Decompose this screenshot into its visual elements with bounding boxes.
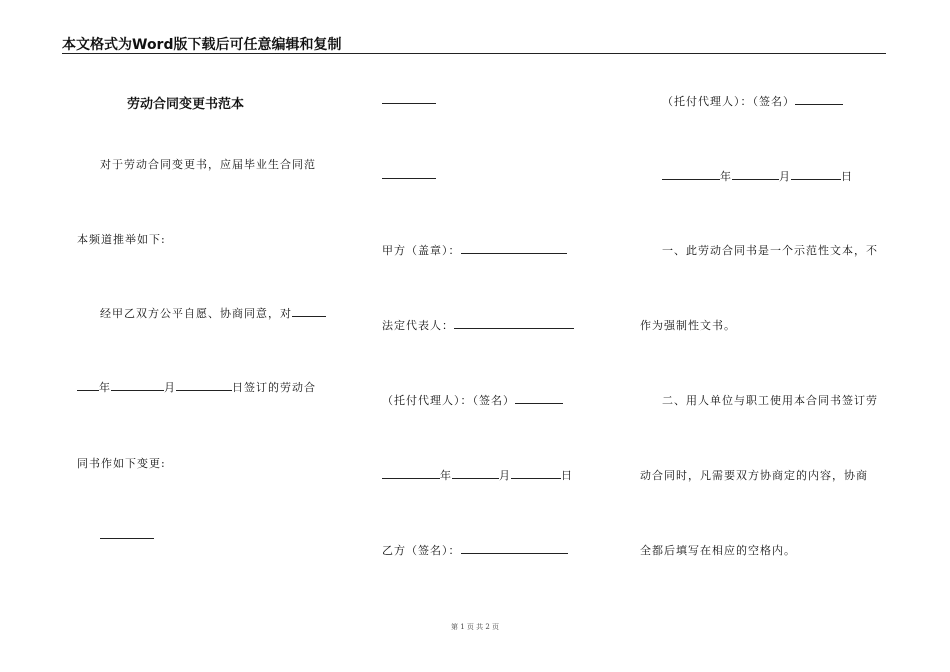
day-blank bbox=[176, 380, 232, 391]
year-label: 年 bbox=[99, 381, 111, 394]
day-blank-b bbox=[791, 169, 841, 180]
party-a-blank bbox=[461, 243, 567, 254]
note-2-line-2: 动合同时，凡需要双方协商定的内容，协商 bbox=[640, 469, 868, 482]
signed-suffix: 日签订的劳动合 bbox=[232, 381, 316, 394]
legal-rep-blank bbox=[454, 318, 574, 329]
col2-blank-1 bbox=[382, 93, 436, 104]
contract-party-blank bbox=[292, 306, 326, 317]
document-title: 劳动合同变更书范本 bbox=[127, 97, 245, 112]
day-label-a: 日 bbox=[561, 469, 573, 482]
change-paragraph-line-1 bbox=[100, 305, 326, 321]
agent-blank-b bbox=[795, 94, 843, 105]
intro-line-1: 对于劳动合同变更书，应届毕业生合同范 bbox=[100, 158, 316, 171]
month-label-b: 月 bbox=[779, 170, 791, 183]
change-content-blank bbox=[100, 528, 154, 539]
sign-date-line bbox=[77, 379, 316, 395]
agent-label-b: （托付代理人）：（签名） bbox=[662, 95, 795, 108]
agent-line-b bbox=[662, 93, 843, 109]
party-a-label: 甲方（盖章）： bbox=[382, 244, 461, 257]
day-blank-a bbox=[511, 468, 561, 479]
change-paragraph-prefix: 经甲乙双方公平自愿、协商同意，对 bbox=[100, 307, 292, 320]
header-divider bbox=[62, 53, 886, 54]
year-label-a: 年 bbox=[440, 469, 452, 482]
page-indicator: 第 1 页 共 2 页 bbox=[450, 623, 500, 631]
year-blank bbox=[77, 380, 99, 391]
party-a-line bbox=[382, 242, 567, 258]
month-label: 月 bbox=[164, 381, 176, 394]
month-blank bbox=[111, 380, 164, 391]
change-paragraph-line-3: 同书作如下变更: bbox=[77, 457, 166, 470]
day-label-b: 日 bbox=[841, 170, 853, 183]
month-label-a: 月 bbox=[499, 469, 511, 482]
month-blank-a bbox=[452, 468, 499, 479]
col2-blank-2 bbox=[382, 168, 436, 179]
party-b-label: 乙方（签名）： bbox=[382, 544, 461, 557]
year-label-b: 年 bbox=[720, 170, 732, 183]
date-line-a bbox=[382, 467, 573, 483]
agent-line-a bbox=[382, 392, 563, 408]
note-2-line-3: 全都后填写在相应的空格内。 bbox=[640, 544, 796, 557]
month-blank-b bbox=[732, 169, 779, 180]
agent-blank-a bbox=[515, 393, 563, 404]
note-1-line-2: 作为强制性文书。 bbox=[640, 319, 736, 332]
page-header: 本文格式为Word版下载后可任意编辑和复制 bbox=[62, 37, 342, 53]
legal-rep-label: 法定代表人： bbox=[382, 319, 454, 332]
note-2-line-1: 二、用人单位与职工使用本合同书签订劳 bbox=[662, 394, 878, 407]
note-1-line-1: 一、此劳动合同书是一个示范性文本，不 bbox=[662, 244, 878, 257]
party-b-blank bbox=[461, 543, 568, 554]
agent-label-a: （托付代理人）：（签名） bbox=[382, 394, 515, 407]
intro-line-2: 本频道推举如下: bbox=[77, 233, 166, 246]
party-b-line bbox=[382, 542, 568, 558]
legal-rep-line bbox=[382, 317, 574, 333]
year-blank-b bbox=[662, 169, 720, 180]
date-line-b bbox=[662, 168, 853, 184]
year-blank-a bbox=[382, 468, 440, 479]
